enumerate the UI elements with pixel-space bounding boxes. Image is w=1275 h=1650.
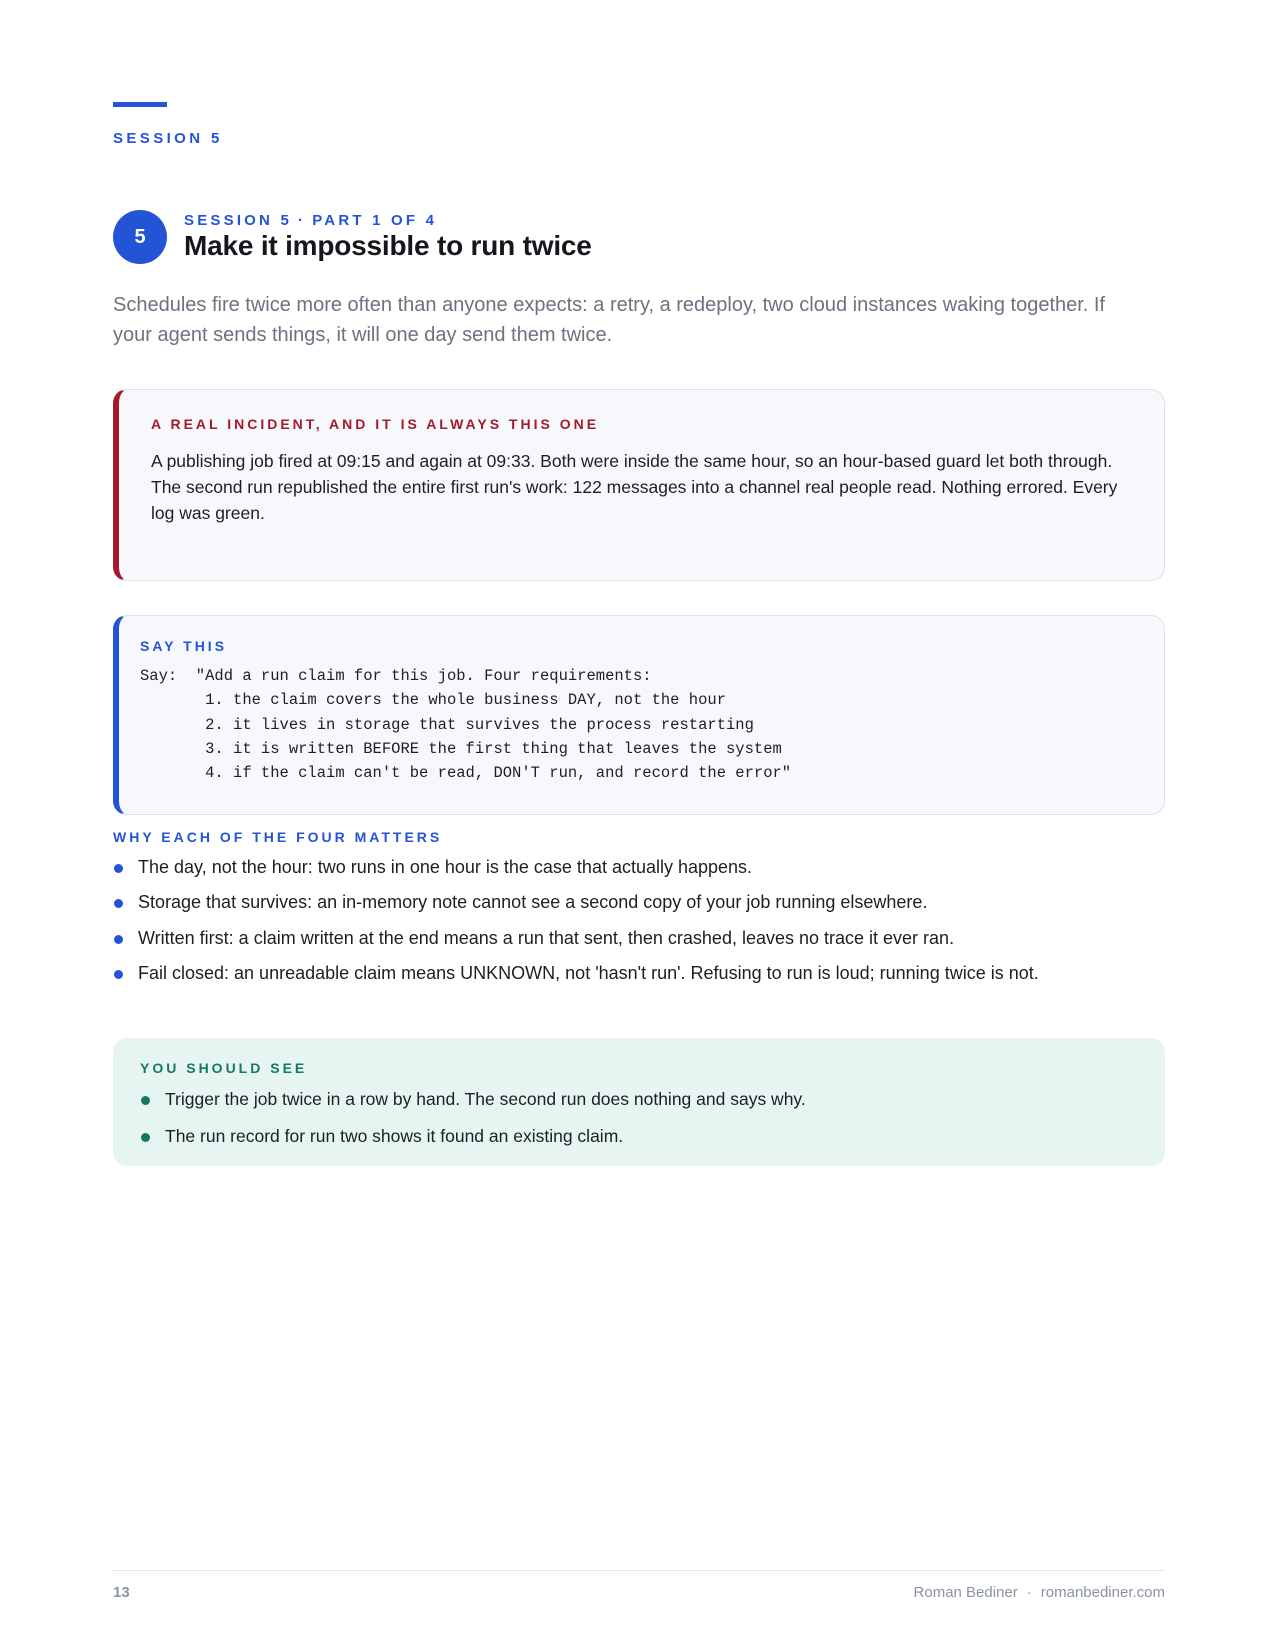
incident-callout <box>113 389 1165 581</box>
session-number-badge: 5 <box>113 210 167 264</box>
list-item: Fail closed: an unreadable claim means UNKNOWN, not 'hasn't run'. Refusing to run is loud; running twice is not. <box>113 958 1165 993</box>
footer-divider <box>113 1570 1165 1571</box>
section-label: SESSION 5 <box>113 130 223 147</box>
should-see-label: YOU SHOULD SEE <box>140 1060 308 1076</box>
list-item: Written first: a claim written at the end means a run that sent, then crashed, leaves no trace it ever ran. <box>113 923 1165 958</box>
prompt-code-block: Say: "Add a run claim for this job. Four requirements: 1. the claim covers the whole business DAY, not the hour 2. it lives in storage that survives the process restarting 3. it is written BEFORE the first thing that leaves the system 4. if the claim can't be read, DON'T run, and record the error" <box>140 667 792 783</box>
footer-author: Roman Bediner <box>913 1584 1018 1601</box>
incident-label: A REAL INCIDENT, AND IT IS ALWAYS THIS ONE <box>151 416 600 432</box>
kicker-part: PART 1 OF 4 <box>312 212 438 229</box>
say-this-label: SAY THIS <box>140 638 228 654</box>
accent-rule <box>113 102 167 107</box>
footer-site-link[interactable]: romanbediner.com <box>1040 1584 1165 1601</box>
incident-text: A publishing job fired at 09:15 and again at 09:33. Both were inside the same hour, so an hour-based guard let both through. The second run republished the entire first run's work: 122 messages into a channel real people read. Nothing errored. Every log was green. <box>151 451 1118 523</box>
kicker-session: SESSION 5 <box>184 212 292 229</box>
page-title: Make it impossible to run twice <box>184 230 592 261</box>
footer-credits <box>914 1584 1165 1601</box>
should-see-callout <box>113 1038 1165 1166</box>
why-heading: WHY EACH OF THE FOUR MATTERS <box>113 829 443 845</box>
session-kicker <box>184 212 437 229</box>
why-list <box>113 852 1165 993</box>
intro-paragraph: Schedules fire twice more often than anyone expects: a retry, a redeploy, two cloud instances waking together. If your agent sends things, it will one day send them twice. <box>113 294 1106 346</box>
list-item: Trigger the job twice in a row by hand. The second run does nothing and says why. <box>140 1084 1138 1121</box>
footer-separator: · <box>1026 1584 1032 1601</box>
say-this-callout <box>113 615 1165 815</box>
page-number: 13 <box>113 1584 130 1601</box>
list-item: Storage that survives: an in-memory note cannot see a second copy of your job running elsewhere. <box>113 887 1165 922</box>
kicker-separator: · <box>298 212 307 229</box>
should-see-list <box>140 1084 1138 1158</box>
list-item: The day, not the hour: two runs in one hour is the case that actually happens. <box>113 852 1165 887</box>
session-header <box>113 210 1165 266</box>
list-item: The run record for run two shows it found an existing claim. <box>140 1121 1138 1158</box>
